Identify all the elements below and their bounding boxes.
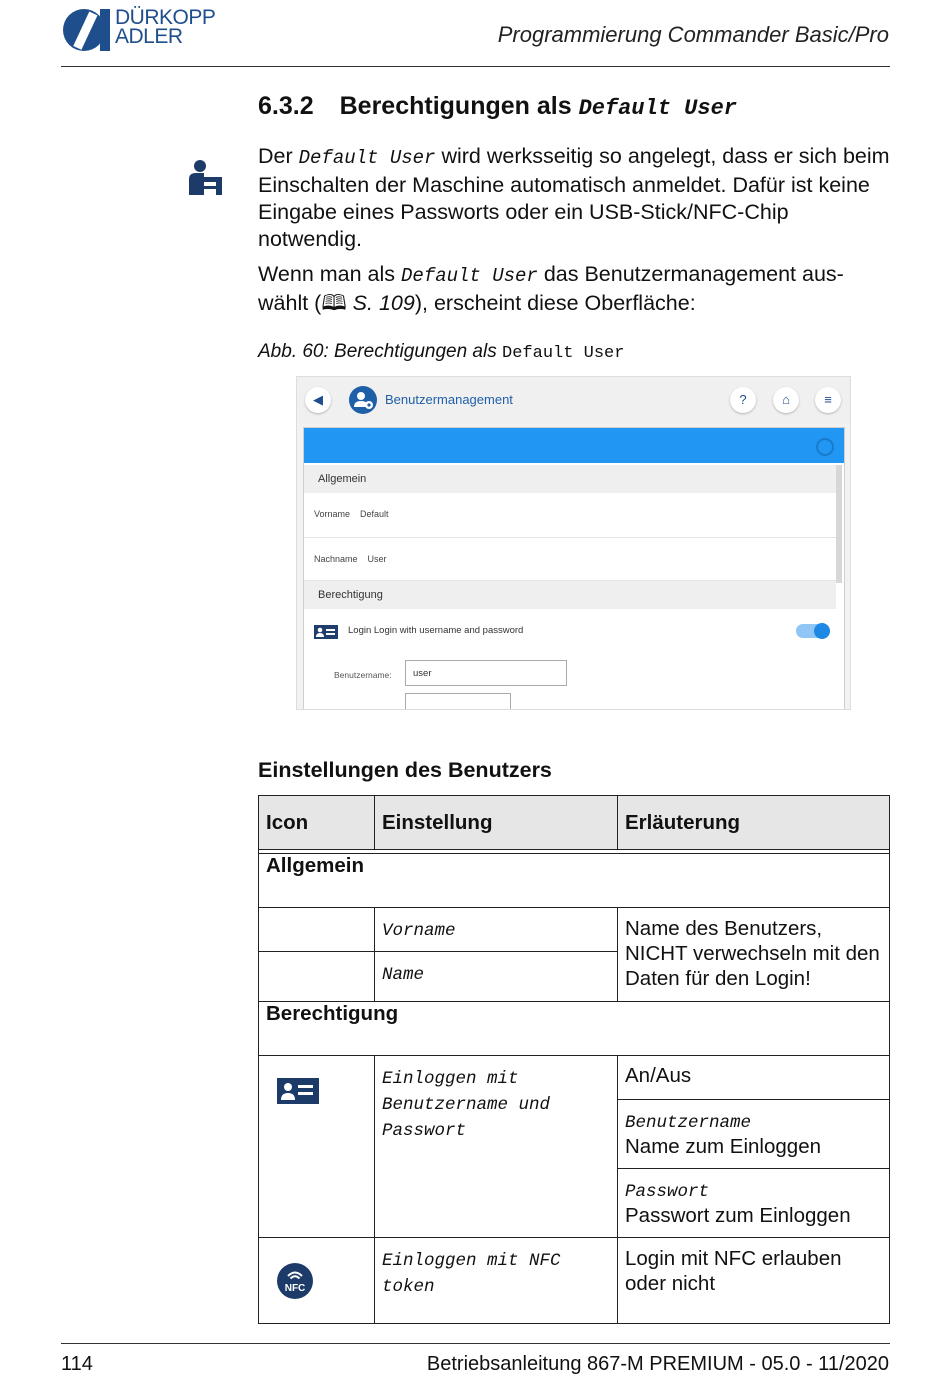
setting-name: Name [382, 965, 425, 985]
svg-text:NFC: NFC [284, 1283, 306, 1294]
column-header-icon: Icon [259, 796, 375, 850]
screen-title: Benutzermanagement [385, 392, 513, 407]
username-explanation: Name zum Einloggen [625, 1135, 821, 1158]
table-row [259, 1238, 890, 1324]
group-rights: Berechtigung [259, 1002, 890, 1056]
column-header-explanation: Erläuterung [618, 796, 890, 850]
setting-login-nfc: Einloggen mit NFC token [382, 1251, 561, 1297]
intro-paragraph: Der Default User wird werksseitig so angelegt, dass er sich beim Einschalten der Maschine automatisch anmeldet. Dafür ist keine Eingabe eines Passworts oder ein USB-Stick/NFC-Chip notwendig. [258, 144, 890, 251]
setting-firstname: Vorname [382, 921, 456, 941]
table-heading: Einstellungen des Benutzers [258, 758, 552, 782]
reference-paragraph: Wenn man als Default User das Benutzermanagement aus- wählt (🕮 S. 109), erscheint diese Oberfläche: [258, 262, 844, 315]
screen-row-lastname: Nachname User [314, 554, 387, 564]
name-explanation: Name des Benutzers, NICHT verwechseln mit den Daten für den Login! [618, 908, 890, 1002]
section-number: 6.3.2 [258, 92, 314, 120]
table-row [259, 1056, 890, 1100]
column-header-setting: Einstellung [375, 796, 618, 850]
back-icon[interactable]: ◀ [305, 387, 331, 413]
user-info-icon [186, 159, 224, 195]
id-card-icon [314, 625, 338, 639]
setting-login-credentials: Einloggen mit Benutzername und Passwort [382, 1069, 551, 1141]
screen-username-label: Benutzername: [334, 670, 392, 680]
help-icon[interactable]: ? [730, 387, 756, 413]
section-title-code: Default User [578, 96, 737, 121]
table-row [259, 908, 890, 952]
code-default-user: Default User [298, 147, 436, 169]
screen-header-bar [304, 428, 844, 463]
running-header-title: Programmierung Commander Basic/Pro [497, 22, 889, 47]
footer-divider [61, 1343, 890, 1344]
screen-password-input[interactable] [405, 693, 511, 710]
section-heading [258, 92, 737, 121]
book-reference-icon: 🕮 [321, 291, 347, 315]
toggle-knob [814, 623, 830, 639]
screen-topbar [297, 377, 850, 423]
screen-section-rights: Berechtigung [304, 581, 836, 609]
password-code: Passwort [625, 1182, 710, 1202]
group-general: Allgemein [259, 854, 890, 908]
home-icon[interactable]: ⌂ [773, 387, 799, 413]
screen-section-general: Allgemein [304, 465, 836, 493]
login-onoff: An/Aus [618, 1056, 890, 1100]
section-title: Berechtigungen als [339, 92, 572, 120]
page-number: 114 [61, 1353, 93, 1375]
code-default-user: Default User [401, 265, 538, 287]
screen-row-firstname: Vorname Default [314, 509, 389, 519]
figure-caption: Abb. 60: Berechtigungen als Default User [258, 341, 625, 363]
page-reference-link[interactable]: S. 109 [352, 291, 415, 315]
user-management-screenshot [296, 376, 851, 710]
id-card-icon [277, 1078, 319, 1104]
login-toggle[interactable] [796, 624, 828, 638]
screen-panel [303, 427, 845, 710]
table-group-row [259, 1002, 890, 1056]
nfc-icon [276, 1262, 314, 1300]
nfc-explanation: Login mit NFC erlauben oder nicht [618, 1238, 890, 1324]
username-code: Benutzername [625, 1113, 752, 1133]
header-divider [61, 66, 890, 67]
divider [304, 537, 836, 538]
password-explanation: Passwort zum Einloggen [625, 1204, 851, 1227]
footer-document-info: Betriebsanleitung 867-M PREMIUM - 05.0 - 11/2020 [426, 1353, 889, 1375]
user-settings-icon [349, 386, 377, 414]
table-header-row [259, 796, 890, 850]
search-icon[interactable] [816, 438, 834, 456]
screen-login-label: Login Login with username and password [348, 625, 524, 636]
logo-wordmark: DÜRKOPP ADLER [115, 6, 216, 48]
menu-icon[interactable]: ≡ [815, 387, 841, 413]
screen-username-input[interactable]: user [405, 660, 567, 686]
table-group-row [259, 854, 890, 908]
screen-scrollbar[interactable] [836, 465, 842, 583]
settings-table [258, 795, 890, 1324]
